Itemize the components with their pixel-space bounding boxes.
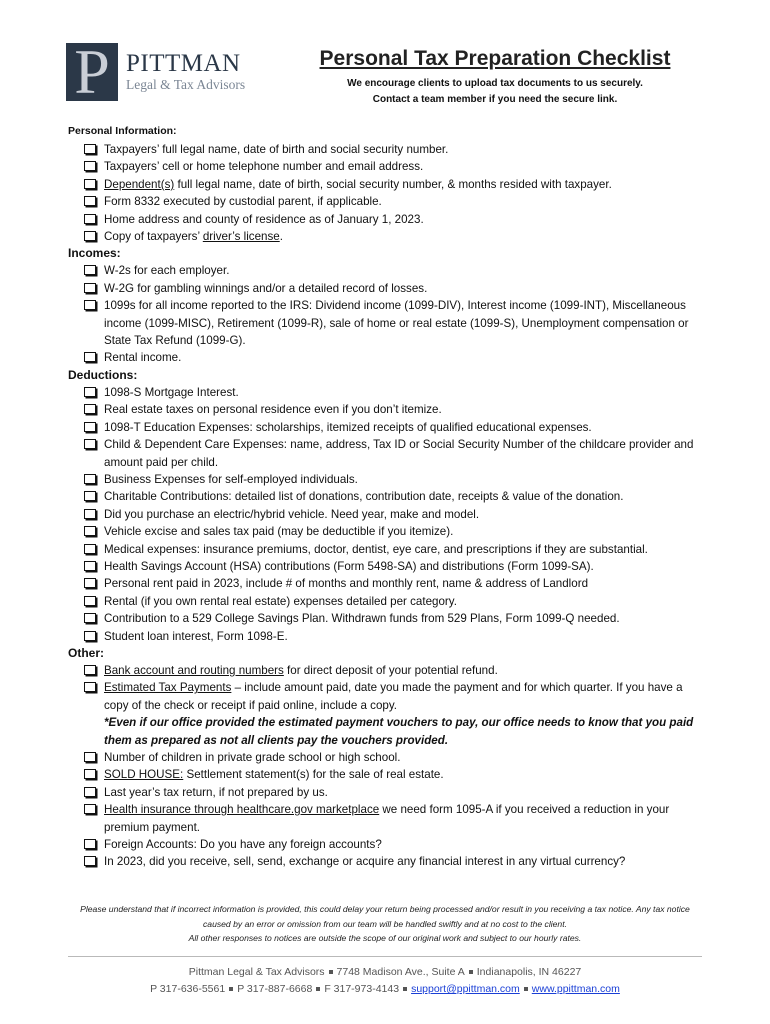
checkbox[interactable] [84,196,96,206]
section-heading-deductions: Deductions: [68,367,138,382]
footer-fax: F 317-973-4143 [324,983,400,995]
checkbox[interactable] [84,682,96,692]
footer-contacts [68,981,702,998]
deductions-list [84,384,708,645]
header-line-2: Contact a team member if you need the secure link. [372,94,618,105]
checklist-item: Home address and county of residence as of January 1, 2023. [84,211,708,228]
square-bullet-icon [524,987,528,991]
checklist-item: Student loan interest, Form 1098-E. [84,628,708,645]
page-header [300,44,690,108]
checklist-item: Dependent(s) full legal name, date of birth, social security number, & months resided with taxpayer. [84,176,708,193]
checkbox[interactable] [84,179,96,189]
other-list [84,662,708,871]
disclaimer-line-2: All other responses to notices are outside the scope of our original work and subject to our hourly rates. [188,933,582,943]
checkbox[interactable] [84,769,96,779]
checklist-item: Last year’s tax return, if not prepared by us. [84,784,708,801]
checkbox[interactable] [84,404,96,414]
checklist-item: 1098-S Mortgage Interest. [84,384,708,401]
footer-street: 7748 Madison Ave., Suite A [336,966,465,978]
checkbox[interactable] [84,804,96,814]
checklist-item: W-2G for gambling winnings and/or a detailed record of losses. [84,280,708,297]
footer-email-link[interactable]: support@ppittman.com [411,983,520,995]
checkbox[interactable] [84,387,96,397]
checkbox[interactable] [84,526,96,536]
page-title: Personal Tax Preparation Checklist [319,47,671,70]
square-bullet-icon [329,970,333,974]
section-heading-other: Other: [68,645,104,660]
logo-subtitle: Legal & Tax Advisors [126,77,246,92]
checklist-item: Health Savings Account (HSA) contributions (Form 5498-SA) and distributions (Form 1099-SA). [84,558,708,575]
checklist-item: In 2023, did you receive, sell, send, exchange or acquire any financial interest in any virtual currency? [84,853,708,870]
logo-firm-name: PITTMAN [126,50,241,77]
checklist-item: Copy of taxpayers’ driver’s license. [84,228,708,245]
checkbox[interactable] [84,631,96,641]
square-bullet-icon [403,987,407,991]
checkbox[interactable] [84,509,96,519]
footer-divider [68,956,702,957]
checkbox[interactable] [84,474,96,484]
checklist-item: Form 8332 executed by custodial parent, if applicable. [84,193,708,210]
drivers-license-term: driver’s license [202,230,280,244]
disclaimer [70,902,700,946]
checklist-item: Taxpayers’ full legal name, date of birth and social security number. [84,141,708,158]
checklist-item: SOLD HOUSE: Settlement statement(s) for the sale of real estate. [84,766,708,783]
checklist-item: 1098-T Education Expenses: scholarships, itemized receipts of qualified educational expenses. [84,419,708,436]
checkbox[interactable] [84,231,96,241]
footer-website-link[interactable]: www.ppittman.com [531,983,620,995]
checklist-item: Vehicle excise and sales tax paid (may be deductible if you itemize). [84,523,708,540]
checklist-item: Child & Dependent Care Expenses: name, address, Tax ID or Social Security Number of the childcare provider and amount paid per child. [84,436,708,471]
incomes-list [84,262,708,366]
checklist-item: W-2s for each employer. [84,262,708,279]
logo-letter: P [74,43,110,101]
checkbox[interactable] [84,596,96,606]
checkbox[interactable] [84,578,96,588]
footer-phone-2: P 317-887-6668 [237,983,313,995]
checkbox[interactable] [84,422,96,432]
checkbox[interactable] [84,613,96,623]
checklist-item: Business Expenses for self-employed individuals. [84,471,708,488]
checkbox[interactable] [84,265,96,275]
square-bullet-icon [316,987,320,991]
checkbox[interactable] [84,144,96,154]
checkbox[interactable] [84,665,96,675]
checklist-item: Real estate taxes on personal residence even if you don’t itemize. [84,401,708,418]
firm-logo [66,42,266,102]
checkbox[interactable] [84,283,96,293]
checkbox[interactable] [84,787,96,797]
checkbox[interactable] [84,439,96,449]
section-heading-personal: Personal Information: [68,125,177,137]
dependents-term: Dependent(s) [104,177,175,191]
checklist-item: 1099s for all income reported to the IRS: Dividend income (1099-DIV), Interest income (1099-INT), Miscellaneous income (1099-MISC), Retirement (1099-R), sale of home or real estate (1099-S), Unemployment compensation or State Tax Refund (1099-G). [84,297,708,349]
estimated-payments-note: *Even if our office provided the estimated payment vouchers to pay, our office needs to know that you paid them as prepared as not all clients pay the vouchers provided. [104,716,694,747]
checklist [68,124,708,871]
checkbox[interactable] [84,839,96,849]
checkbox[interactable] [84,752,96,762]
section-heading-incomes: Incomes: [68,246,121,261]
checkbox[interactable] [84,491,96,501]
checklist-item: Health insurance through healthcare.gov marketplace we need form 1095-A if you received a reduction in your premium payment. [84,801,708,836]
estimated-payments-term: Estimated Tax Payments [104,681,232,695]
footer-firm: Pittman Legal & Tax Advisors [188,966,325,978]
health-insurance-term: Health insurance through healthcare.gov marketplace [104,803,380,817]
checklist-item: Bank account and routing numbers for direct deposit of your potential refund. [84,662,708,679]
page-footer [68,964,702,998]
checkbox[interactable] [84,544,96,554]
checkbox[interactable] [84,352,96,362]
sold-house-term: SOLD HOUSE: [104,768,184,782]
checkbox[interactable] [84,300,96,310]
footer-address [68,964,702,981]
square-bullet-icon [229,987,233,991]
checklist-item: Did you purchase an electric/hybrid vehicle. Need year, make and model. [84,506,708,523]
checkbox[interactable] [84,561,96,571]
disclaimer-line-1: Please understand that if incorrect information is provided, this could delay your return being processed and/or result in you receiving a tax notice. Any tax notice caused by an error or omission from our team will be handled swiftly and at no cost to the client. [80,904,690,929]
checkbox[interactable] [84,214,96,224]
checklist-item: Taxpayers’ cell or home telephone number and email address. [84,158,708,175]
checklist-item: Personal rent paid in 2023, include # of months and monthly rent, name & address of Landlord [84,575,708,592]
personal-list [84,141,708,245]
checklist-item: Estimated Tax Payments – include amount paid, date you made the payment and for which quarter. If you have a copy of the check or receipt if paid online, include a copy. *Even if our office provided the estimated payment vouchers to pay, our office needs to know that you paid them as prepared as not all clients pay the vouchers provided. [84,679,708,749]
logo-mark [66,43,118,101]
checkbox[interactable] [84,161,96,171]
checklist-item: Contribution to a 529 College Savings Plan. Withdrawn funds from 529 Plans, Form 1099-Q needed. [84,610,708,627]
footer-phone-1: P 317-636-5561 [150,983,226,995]
checklist-item: Medical expenses: insurance premiums, doctor, dentist, eye care, and prescriptions if they are substantial. [84,541,708,558]
checklist-item: Number of children in private grade school or high school. [84,749,708,766]
bank-account-term: Bank account and routing numbers [104,663,284,677]
square-bullet-icon [469,970,473,974]
checkbox[interactable] [84,856,96,866]
footer-city: Indianapolis, IN 46227 [476,966,582,978]
checklist-item: Charitable Contributions: detailed list of donations, contribution date, receipts & value of the donation. [84,488,708,505]
checklist-item: Rental income. [84,349,708,366]
checklist-item: Foreign Accounts: Do you have any foreign accounts? [84,836,708,853]
header-line-1: We encourage clients to upload tax documents to us securely. [347,78,643,89]
checklist-item: Rental (if you own rental real estate) expenses detailed per category. [84,593,708,610]
